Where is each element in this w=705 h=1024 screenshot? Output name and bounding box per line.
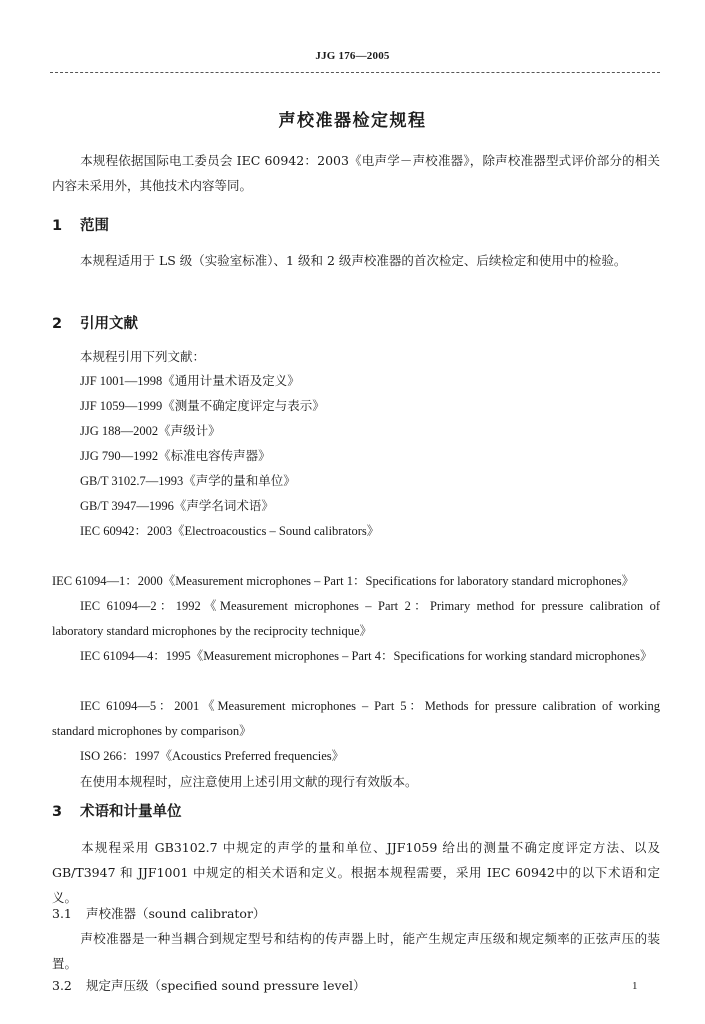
reference-item: JJF 1059—1999《测量不确定度评定与表示》 — [80, 399, 325, 413]
intro-text: 本规程依据国际电工委员会 IEC 60942：2003《电声学－声校准器》，除声校准器型式评价部分的相关内容未采用外，其他技术内容等同。 — [52, 153, 660, 193]
reference-item: ISO 266：1997《Acoustics Preferred frequencies》 — [80, 749, 345, 763]
term-heading: 3.1 声校准器（sound calibrator） — [52, 906, 266, 921]
intro-paragraph — [52, 148, 660, 198]
reference-item: GB/T 3947—1996《声学名词术语》 — [80, 499, 274, 513]
terms-text: 本规程采用 GB3102.7 中规定的声学的量和单位、JJF1059 给出的测量不确定度评定方法、以及 GB/T3947 和 JJF1001 中规定的相关术语和定义。根据本规程需要，采用 IEC 60942中的以下术语和定义。 — [52, 840, 660, 905]
reference-item: IEC 61094—1：2000《Measurement microphones – Part 1：Specifications for laboratory standard microphones》 — [52, 574, 635, 588]
reference-item: JJF 1001—1998《通用计量术语及定义》 — [80, 374, 300, 388]
term-heading: 3.2 规定声压级（specified sound pressure level） — [52, 978, 366, 993]
section-heading-1: 1 范围 — [52, 218, 109, 234]
scope-text: 本规程适用于 LS 级（实验室标准）、1 级和 2 级声校准器的首次检定、后续检定和使用中的检验。 — [80, 253, 627, 268]
reference-item: JJG 188—2002《声级计》 — [80, 424, 221, 438]
section-heading-3: 3 术语和计量单位 — [52, 804, 182, 820]
reference-item: JJG 790—1992《标准电容传声器》 — [80, 449, 271, 463]
section-heading-2: 2 引用文献 — [52, 316, 138, 332]
terms-paragraph — [52, 835, 660, 910]
reference-item: IEC 60942：2003《Electroacoustics – Sound calibrators》 — [80, 524, 380, 538]
reference-item: IEC 61094—4：1995《Measurement microphones – Part 4：Specifications for working standard microphones》 — [80, 649, 653, 663]
page-number: 1 — [632, 980, 638, 992]
references-note: 在使用本规程时，应注意使用上述引用文献的现行有效版本。 — [80, 774, 418, 789]
references-intro: 本规程引用下列文献： — [80, 349, 206, 364]
reference-item: GB/T 3102.7—1993《声学的量和单位》 — [80, 474, 296, 488]
scope-paragraph — [52, 248, 660, 273]
running-header: JJG 176—2005 — [315, 50, 390, 62]
document-title: 声校准器检定规程 — [278, 111, 427, 131]
term-definition: 声校准器是一种当耦合到规定型号和结构的传声器上时，能产生规定声压级和规定频率的正弦声压的装置。 — [52, 931, 660, 971]
reference-item: IEC 61094—5：2001《Measurement microphones – Part 5：Methods for pressure calibration of working standard microphones by comparison》 — [52, 699, 660, 738]
header-rule — [50, 72, 660, 73]
reference-item: IEC 61094—2：1992《Measurement microphones – Part 2：Primary method for pressure calibration of laboratory standard microphones by the reciprocity technique》 — [52, 599, 660, 638]
